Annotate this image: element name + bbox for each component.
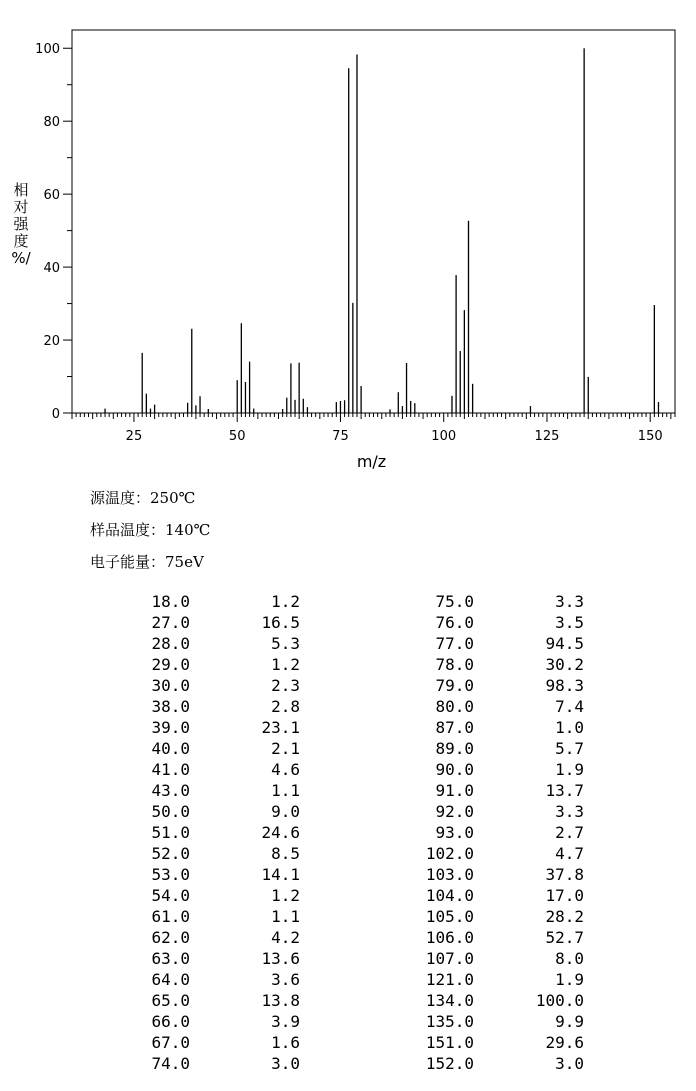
intensity-value: 4.2	[271, 928, 300, 947]
intensity-value: 5.7	[555, 739, 584, 758]
intensity-value: 3.9	[271, 1012, 300, 1031]
y-tick-label: 0	[51, 407, 60, 422]
mz-value: 62.0	[151, 928, 190, 947]
intensity-value: 17.0	[545, 886, 584, 905]
y-axis-label	[10, 182, 32, 267]
intensity-value: 1.1	[271, 781, 300, 800]
intensity-value: 9.0	[271, 802, 300, 821]
intensity-value: 52.7	[545, 928, 584, 947]
mz-value: 41.0	[151, 760, 190, 779]
condition-label: 源温度：	[90, 489, 151, 507]
intensity-value: 1.1	[271, 907, 300, 926]
peak-table-row	[340, 824, 600, 845]
intensity-value: 3.0	[555, 1054, 584, 1073]
intensity-value: 5.3	[271, 634, 300, 653]
peak-table-row	[340, 887, 600, 908]
mz-value: 93.0	[435, 823, 474, 842]
mz-value: 63.0	[151, 949, 190, 968]
intensity-value: 2.1	[271, 739, 300, 758]
intensity-value: 1.2	[271, 592, 300, 611]
peak-table-row	[0, 950, 320, 971]
intensity-value: 13.6	[261, 949, 300, 968]
mz-value: 51.0	[151, 823, 190, 842]
peak-table-row	[0, 929, 320, 950]
mz-value: 76.0	[435, 613, 474, 632]
mz-value: 151.0	[425, 1033, 474, 1052]
y-tick-label: 20	[43, 334, 60, 350]
y-axis-label-char: 对	[13, 198, 29, 216]
mz-value: 50.0	[151, 802, 190, 821]
mz-value: 65.0	[151, 991, 190, 1010]
intensity-value: 2.3	[271, 676, 300, 695]
intensity-value: 8.0	[555, 949, 584, 968]
y-axis-label-char: 强	[13, 215, 29, 233]
intensity-value: 37.8	[545, 865, 584, 884]
mz-value: 80.0	[435, 697, 474, 716]
x-tick-label: 75	[332, 429, 349, 444]
peak-table-row	[0, 908, 320, 929]
mz-value: 53.0	[151, 865, 190, 884]
mz-value: 103.0	[425, 865, 474, 884]
mz-value: 75.0	[435, 592, 474, 611]
x-tick-label: 100	[431, 429, 457, 444]
x-tick-label: 25	[125, 429, 143, 444]
peak-table-row	[0, 971, 320, 992]
mz-value: 134.0	[425, 991, 474, 1010]
y-axis-label-char: 度	[13, 232, 29, 250]
intensity-value: 100.0	[535, 991, 584, 1010]
acquisition-conditions	[90, 486, 210, 582]
y-axis-label-char: %/	[11, 249, 31, 267]
peak-table-row	[0, 824, 320, 845]
peak-table-row	[340, 1055, 600, 1076]
x-tick-label: 50	[228, 429, 246, 444]
mz-value: 64.0	[151, 970, 190, 989]
peak-table-row	[0, 614, 320, 635]
peak-table-row	[340, 614, 600, 635]
x-tick-label: 150	[637, 429, 663, 444]
condition-value: 250℃	[150, 489, 196, 507]
mz-value: 87.0	[435, 718, 474, 737]
intensity-value: 28.2	[545, 907, 584, 926]
peak-table-row	[340, 635, 600, 656]
peak-table-row	[340, 656, 600, 677]
y-tick-label: 100	[35, 42, 60, 58]
mz-value: 89.0	[435, 739, 474, 758]
peak-table-right	[340, 593, 600, 1076]
intensity-value: 1.9	[555, 970, 584, 989]
peak-table-row	[0, 1013, 320, 1034]
intensity-value: 16.5	[261, 613, 300, 632]
peak-table-row	[340, 719, 600, 740]
mz-value: 79.0	[435, 676, 474, 695]
intensity-value: 13.7	[545, 781, 584, 800]
peak-table-row	[340, 1013, 600, 1034]
intensity-value: 23.1	[261, 718, 300, 737]
mz-value: 29.0	[151, 655, 190, 674]
intensity-value: 13.8	[261, 991, 300, 1010]
intensity-value: 3.0	[271, 1054, 300, 1073]
mz-value: 105.0	[425, 907, 474, 926]
peak-table-row	[0, 677, 320, 698]
mz-value: 38.0	[151, 697, 190, 716]
peak-table-row	[340, 677, 600, 698]
mz-value: 54.0	[151, 886, 190, 905]
mass-spectrum-chart	[0, 0, 696, 480]
peak-table-row	[0, 719, 320, 740]
peak-table-row	[340, 971, 600, 992]
intensity-value: 1.2	[271, 655, 300, 674]
peak-table-left	[0, 593, 320, 1076]
mz-value: 67.0	[151, 1033, 190, 1052]
y-tick-label: 80	[43, 115, 60, 131]
mz-value: 52.0	[151, 844, 190, 863]
condition-value: 75eV	[165, 553, 204, 571]
mz-value: 135.0	[425, 1012, 474, 1031]
intensity-value: 3.5	[555, 613, 584, 632]
peak-table-row	[340, 1034, 600, 1055]
mz-value: 74.0	[151, 1054, 190, 1073]
chart-svg	[0, 0, 696, 480]
peak-table-row	[340, 950, 600, 971]
peak-table-row	[340, 866, 600, 887]
mz-value: 28.0	[151, 634, 190, 653]
y-axis-label-char: 相	[13, 181, 29, 199]
intensity-value: 1.9	[555, 760, 584, 779]
mz-value: 43.0	[151, 781, 190, 800]
peak-table-row	[0, 656, 320, 677]
peak-table-row	[0, 593, 320, 614]
mz-value: 102.0	[425, 844, 474, 863]
intensity-value: 8.5	[271, 844, 300, 863]
mz-value: 66.0	[151, 1012, 190, 1031]
peak-table-row	[0, 740, 320, 761]
peak-table-row	[340, 992, 600, 1013]
intensity-value: 2.8	[271, 697, 300, 716]
intensity-value: 30.2	[545, 655, 584, 674]
mz-value: 27.0	[151, 613, 190, 632]
peak-table-row	[340, 698, 600, 719]
mz-value: 107.0	[425, 949, 474, 968]
peak-table-row	[0, 845, 320, 866]
mz-value: 121.0	[425, 970, 474, 989]
mz-value: 104.0	[425, 886, 474, 905]
peak-table-row	[0, 803, 320, 824]
y-tick-label: 40	[43, 261, 60, 277]
intensity-value: 4.7	[555, 844, 584, 863]
peak-table-row	[340, 908, 600, 929]
intensity-value: 3.3	[555, 592, 584, 611]
condition-row	[90, 486, 210, 518]
peak-table-row	[340, 929, 600, 950]
mz-value: 39.0	[151, 718, 190, 737]
condition-row	[90, 550, 210, 582]
intensity-value: 3.3	[555, 802, 584, 821]
peak-table-row	[340, 803, 600, 824]
peak-table-row	[0, 782, 320, 803]
mz-value: 77.0	[435, 634, 474, 653]
peak-table-row	[0, 866, 320, 887]
mz-value: 61.0	[151, 907, 190, 926]
intensity-value: 4.6	[271, 760, 300, 779]
condition-value: 140℃	[165, 521, 211, 539]
x-axis-label: m/z	[356, 452, 387, 471]
mz-value: 40.0	[151, 739, 190, 758]
intensity-value: 3.6	[271, 970, 300, 989]
condition-label: 样品温度：	[90, 521, 166, 539]
peak-table-row	[340, 782, 600, 803]
peak-table-row	[0, 698, 320, 719]
mz-value: 92.0	[435, 802, 474, 821]
intensity-value: 29.6	[545, 1033, 584, 1052]
intensity-value: 24.6	[261, 823, 300, 842]
y-tick-label: 60	[43, 188, 60, 204]
intensity-value: 94.5	[545, 634, 584, 653]
condition-label: 电子能量：	[90, 553, 166, 571]
mz-value: 90.0	[435, 760, 474, 779]
mz-value: 91.0	[435, 781, 474, 800]
intensity-value: 9.9	[555, 1012, 584, 1031]
mz-value: 106.0	[425, 928, 474, 947]
intensity-value: 1.6	[271, 1033, 300, 1052]
peak-table-row	[340, 845, 600, 866]
peak-table-row	[0, 1034, 320, 1055]
x-tick-label: 125	[534, 429, 560, 444]
mz-value: 18.0	[151, 592, 190, 611]
mz-value: 152.0	[425, 1054, 474, 1073]
intensity-value: 98.3	[545, 676, 584, 695]
peak-table-row	[0, 992, 320, 1013]
peak-table-row	[340, 593, 600, 614]
intensity-value: 7.4	[555, 697, 584, 716]
mz-value: 30.0	[151, 676, 190, 695]
intensity-value: 14.1	[261, 865, 300, 884]
peak-table-row	[0, 635, 320, 656]
intensity-value: 1.2	[271, 886, 300, 905]
condition-row	[90, 518, 210, 550]
peak-table-row	[0, 887, 320, 908]
intensity-value: 2.7	[555, 823, 584, 842]
mz-value: 78.0	[435, 655, 474, 674]
peak-table-row	[0, 761, 320, 782]
peak-table-row	[340, 740, 600, 761]
intensity-value: 1.0	[555, 718, 584, 737]
peak-table-row	[0, 1055, 320, 1076]
peak-table-row	[340, 761, 600, 782]
